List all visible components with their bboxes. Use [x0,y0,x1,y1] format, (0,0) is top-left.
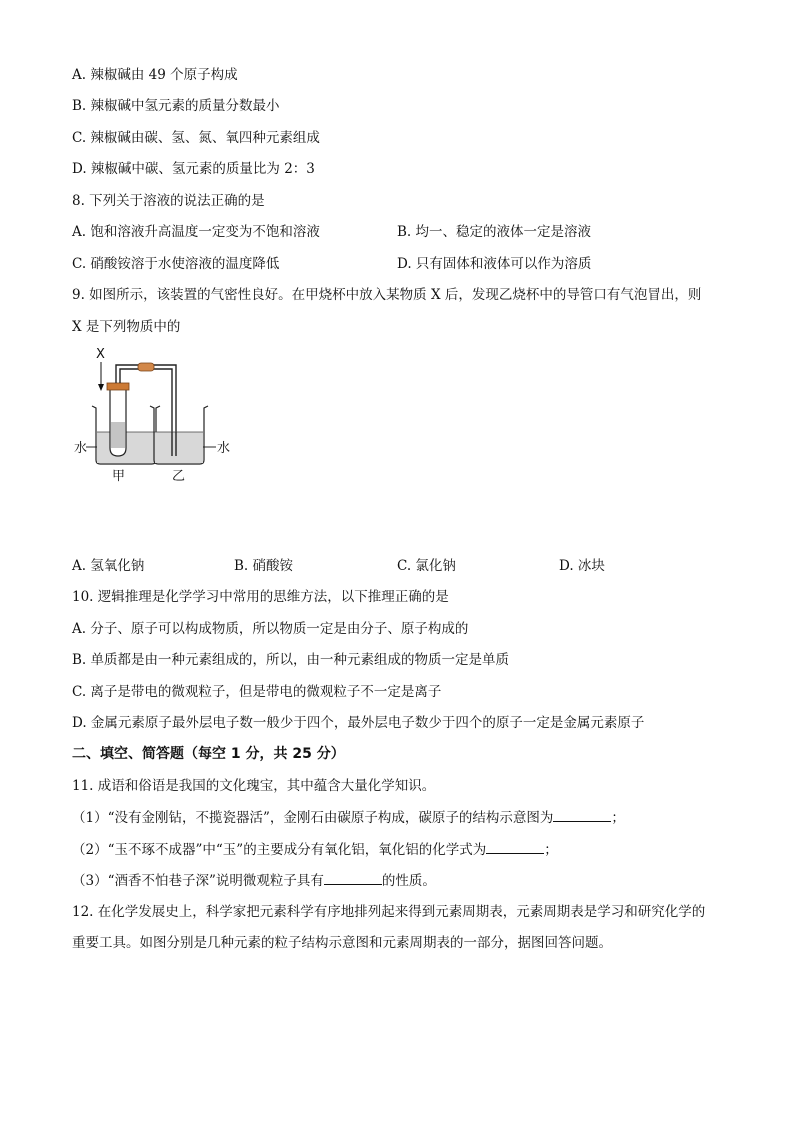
section-heading: 二、填空、简答题（每空 1 分，共 25 分） [72,746,345,762]
label-x: X [96,347,105,362]
q7-option-a: A. 辣椒碱由 49 个原子构成 [72,67,238,83]
q9-option-b: B. 硝酸铵 [234,558,294,574]
apparatus-figure [74,344,234,484]
q11-part2 [72,839,558,860]
q11-stem: 11. 成语和俗语是我国的文化瑰宝，其中蕴含大量化学知识。 [72,778,436,794]
q9-option-c: C. 氯化钠 [397,558,456,574]
answer-blank-2[interactable] [486,839,544,854]
drop-arrow-head [98,384,104,391]
q11-part2-end: ； [544,842,558,858]
test-tube-liquid [111,422,125,448]
water-yi [155,432,203,463]
q11-part1-text: （1）“没有金刚钻，不揽瓷器活”，金刚石由碳原子构成，碳原子的结构示意图为 [72,810,554,826]
rubber-stopper [107,383,129,390]
q12-stem-line2: 重要工具。如图分别是几种元素的粒子结构示意图和元素周期表的一部分，据图回答问题。 [72,935,612,951]
q11-part3-text: （3）“酒香不怕巷子深”说明微观粒子具有 [72,873,324,889]
q11-part3-end: 的性质。 [381,873,436,889]
q10-option-c: C. 离子是带电的微观粒子，但是带电的微观粒子不一定是离子 [72,684,442,700]
q11-part1 [72,807,625,828]
q8-stem: 8. 下列关于溶液的说法正确的是 [72,193,265,209]
q10-stem: 10. 逻辑推理是化学学习中常用的思维方法，以下推理正确的是 [72,589,449,605]
q8-option-b: B. 均一、稳定的液体一定是溶液 [397,224,592,240]
q9-stem-line2: X 是下列物质中的 [72,319,181,335]
q9-stem-line1: 9. 如图所示，该装置的气密性良好。在甲烧杯中放入某物质 X 后，发现乙烧杯中的导管口有气泡冒出，则 [72,287,702,303]
q7-option-c: C. 辣椒碱由碳、氢、氮、氧四种元素组成 [72,130,320,146]
q10-option-d: D. 金属元素原子最外层电子数一般少于四个，最外层电子数少于四个的原子一定是金属元素原子 [72,715,645,731]
q10-option-b: B. 单质都是由一种元素组成的，所以，由一种元素组成的物质一定是单质 [72,652,510,668]
label-water-right: 水 [217,441,231,456]
q11-part2-text: （2）“玉不琢不成器”中“玉”的主要成分有氧化铝，氧化铝的化学式为 [72,842,487,858]
q10-option-a: A. 分子、原子可以构成物质，所以物质一定是由分子、原子构成的 [72,621,469,637]
q9-option-d: D. 冰块 [559,558,605,574]
q8-option-c: C. 硝酸铵溶于水使溶液的温度降低 [72,256,280,272]
q8-option-d: D. 只有固体和液体可以作为溶质 [397,256,592,272]
q8-option-a: A. 饱和溶液升高温度一定变为不饱和溶液 [72,224,320,240]
q7-option-d: D. 辣椒碱中碳、氢元素的质量比为 2：3 [72,161,315,177]
answer-blank-1[interactable] [553,807,611,822]
rubber-connector [138,363,154,371]
q12-stem-line1: 12. 在化学发展史上，科学家把元素科学有序地排列起来得到元素周期表，元素周期表是学习和研究化学的 [72,904,706,920]
label-yi: 乙 [172,469,186,484]
q7-option-b: B. 辣椒碱中氢元素的质量分数最小 [72,98,280,114]
q11-part3 [72,870,436,891]
q11-part1-end: ； [611,810,625,826]
answer-blank-3[interactable] [324,870,382,885]
label-jia: 甲 [112,469,126,484]
q9-option-a: A. 氢氧化钠 [72,558,145,574]
label-water-left: 水 [74,441,88,456]
